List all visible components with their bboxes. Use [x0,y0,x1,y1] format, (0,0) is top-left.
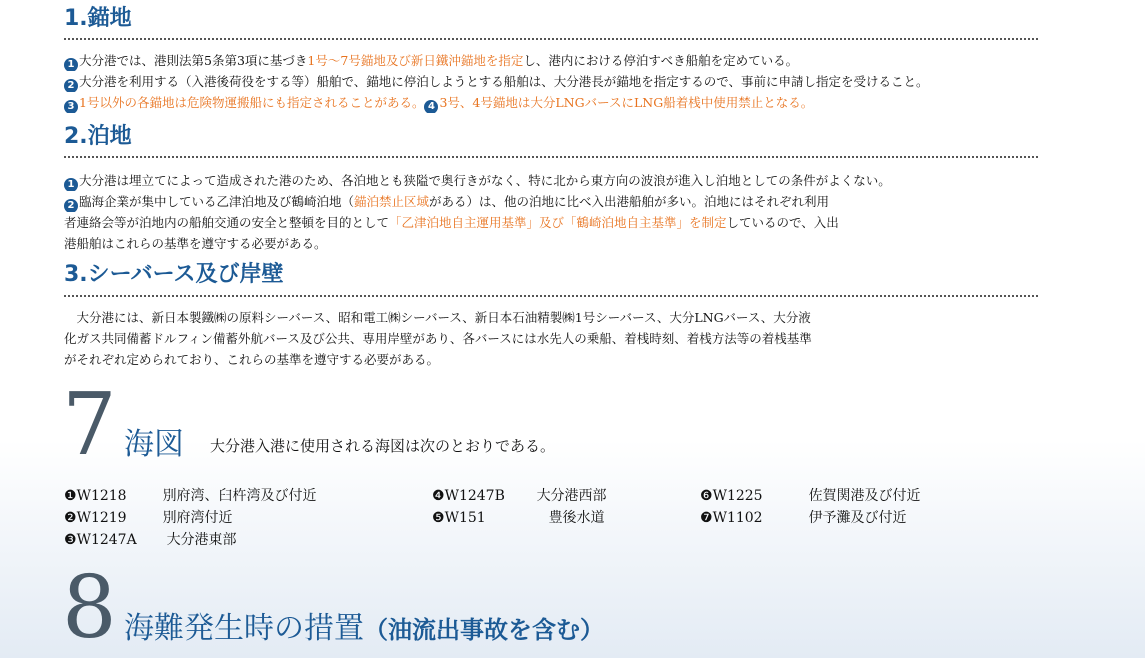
anchorage-paragraphs [64,50,1044,113]
section-description-charts: 大分港入港に使用される海図は次のとおりである。 [210,437,556,455]
chart-item: ❹W1247B 大分港西部 [432,488,607,504]
chart-item: ❸W1247A 大分港東部 [64,532,237,548]
heading-anchorage: 1.錨地 [64,6,132,31]
berth-line-2: 2 臨海企業が集中している乙津泊地及び鶴崎泊地（錨泊禁止区域がある）は、他の泊地に比べ入出港船舶が多い。泊地にはそれぞれ利用 [64,191,1044,212]
berth-line-4: 港船舶はこれらの基準を遵守する必要がある。 [64,236,327,251]
chart-item: ❺W151 豊後水道 [432,510,605,526]
marker-3: 3 [64,100,78,113]
dotted-rule [64,38,1038,40]
anchorage-line-3: 3 1号以外の各錨地は危険物運搬船にも指定されることがある。 4 3号、4号錨地は大分LNGバースにLNG船着桟中使用禁止となる。 [64,92,1044,113]
section-number-8: 8 [62,558,117,658]
berth-paragraphs [64,170,1044,254]
marker-1: 1 [64,58,78,71]
berth-line-3: 者連絡会等が泊地内の船舶交通の安全と整頓を目的として「乙津泊地自主運用基準」及び「鶴崎泊地自主基準」を制定しているので、入出 [64,215,839,230]
chart-item: ❶W1218 別府湾、臼杵湾及び付近 [64,488,317,504]
heading-berth: 2.泊地 [64,124,132,149]
section-subtitle-emergency: （油流出事故を含む） [364,616,604,644]
anchorage-line-1: 1 大分港では、港則法第5条第3項に基づき1号〜7号錨地及び新日鐵沖錨地を指定し、港内における停泊すべき船舶を定めている。 [64,50,1044,71]
chart-item: ❼W1102 伊予灘及び付近 [700,510,907,526]
seaberth-line-3: がそれぞれ定められており、これらの基準を遵守する必要がある。 [64,352,440,367]
highlight-text: 1号〜7号錨地及び新日鐵沖錨地を指定 [307,53,524,68]
seaberth-line-2: 化ガス共同備蓄ドルフィン備蓄外航バース及び公共、専用岸壁があり、各バースには水先人の乗船、着桟時刻、着桟方法等の着桟基準 [64,331,812,346]
chart-item: ❷W1219 別府湾付近 [64,510,233,526]
marker-1: 1 [64,178,78,191]
section-title-emergency: 海難発生時の措置（油流出事故を含む） [124,611,604,646]
dotted-rule [64,156,1038,158]
seaberth-paragraph [64,307,1044,370]
chart-item: ❻W1225 佐賀関港及び付近 [700,488,921,504]
seaberth-line-1: 大分港には、新日本製鐵㈱の原料シーバース、昭和電工㈱シーバース、新日本石油精製㈱1号シーバース、大分LNGバース、大分液 [64,310,811,325]
marker-4: 4 [424,100,438,113]
section-title-charts: 海図 [124,427,184,462]
dotted-rule [64,295,1038,297]
heading-seaberth: 3.シーバース及び岸壁 [64,262,284,287]
berth-line-1: 1 大分港は埋立てによって造成された港のため、各泊地とも狭隘で奥行きがなく、特に北から東方向の波浪が進入し泊地としての条件がよくない。 [64,170,1044,191]
anchorage-line-2: 2 大分港を利用する（入港後荷役をする等）船舶で、錨地に停泊しようとする船舶は、大分港長が錨地を指定するので、事前に申請し指定を受けること。 [64,71,1044,92]
marker-2: 2 [64,79,78,92]
marker-2: 2 [64,199,78,212]
section-number-7: 7 [62,375,117,475]
